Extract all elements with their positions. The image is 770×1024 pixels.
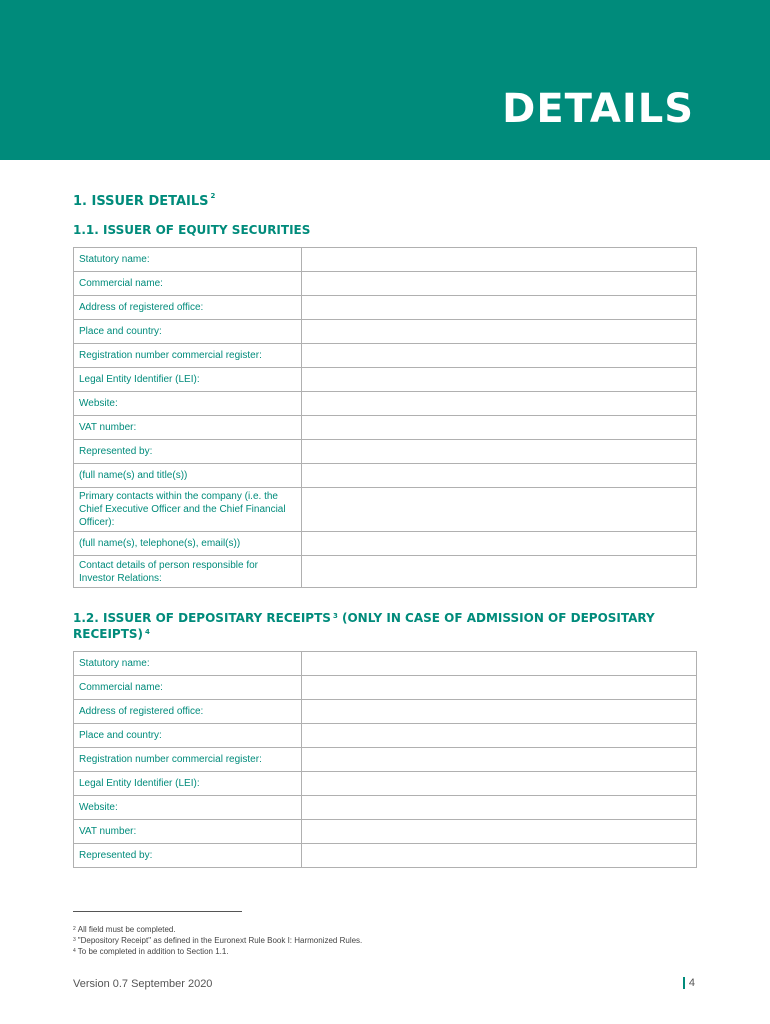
field-input[interactable] bbox=[301, 748, 696, 772]
table-row bbox=[74, 652, 697, 676]
field-label: Contact details of person responsible for Investor Relations: bbox=[74, 556, 302, 588]
field-input[interactable] bbox=[301, 272, 696, 296]
header-banner bbox=[0, 0, 770, 160]
table-row bbox=[74, 700, 697, 724]
field-label: Website: bbox=[74, 392, 302, 416]
table-row bbox=[74, 392, 697, 416]
field-label: VAT number: bbox=[74, 820, 302, 844]
subsection-heading-equity: 1.1. ISSUER OF EQUITY SECURITIES bbox=[73, 223, 311, 237]
table-row bbox=[74, 248, 697, 272]
footnote-ref: 2 bbox=[210, 192, 216, 200]
table-row bbox=[74, 344, 697, 368]
table-row bbox=[74, 772, 697, 796]
table-row bbox=[74, 676, 697, 700]
table-row bbox=[74, 748, 697, 772]
page-number-text: 4 bbox=[688, 977, 695, 989]
field-input[interactable] bbox=[301, 724, 696, 748]
table-row bbox=[74, 368, 697, 392]
field-label: Website: bbox=[74, 796, 302, 820]
subsection-heading-depositary bbox=[73, 610, 693, 642]
equity-issuer-table bbox=[73, 247, 697, 588]
footnote-text: To be completed in addition to Section 1.1. bbox=[77, 947, 229, 956]
table-row bbox=[74, 464, 697, 488]
field-input[interactable] bbox=[301, 296, 696, 320]
field-label: Address of registered office: bbox=[74, 296, 302, 320]
field-label: Address of registered office: bbox=[74, 700, 302, 724]
field-input[interactable] bbox=[301, 416, 696, 440]
field-label: Legal Entity Identifier (LEI): bbox=[74, 772, 302, 796]
field-input[interactable] bbox=[301, 676, 696, 700]
field-label: Commercial name: bbox=[74, 676, 302, 700]
footnote-number: 2 bbox=[73, 926, 76, 932]
table-row bbox=[74, 416, 697, 440]
table-row bbox=[74, 440, 697, 464]
field-label: (full name(s) and title(s)) bbox=[74, 464, 302, 488]
table-row bbox=[74, 820, 697, 844]
footnote-item bbox=[73, 935, 362, 946]
subsection-heading-text: 1.2. ISSUER OF DEPOSITARY RECEIPTS bbox=[73, 611, 331, 625]
page-title: DETAILS bbox=[502, 86, 694, 132]
field-label: Legal Entity Identifier (LEI): bbox=[74, 368, 302, 392]
section-heading-text: 1. ISSUER DETAILS bbox=[73, 194, 209, 209]
field-label: (full name(s), telephone(s), email(s)) bbox=[74, 532, 302, 556]
field-label: Primary contacts within the company (i.e. the Chief Executive Officer and the Chief Financial Officer): bbox=[74, 488, 302, 532]
field-input[interactable] bbox=[301, 796, 696, 820]
footnote-item bbox=[73, 924, 362, 935]
field-label: Registration number commercial register: bbox=[74, 344, 302, 368]
field-input[interactable] bbox=[301, 488, 696, 532]
footnote-text: All field must be completed. bbox=[77, 925, 176, 934]
footnotes bbox=[73, 924, 362, 957]
field-label: Registration number commercial register: bbox=[74, 748, 302, 772]
field-input[interactable] bbox=[301, 652, 696, 676]
field-label: Statutory name: bbox=[74, 248, 302, 272]
version-label: Version 0.7 September 2020 bbox=[73, 978, 213, 990]
field-input[interactable] bbox=[301, 320, 696, 344]
page-number bbox=[683, 977, 695, 989]
page-marker-bar bbox=[683, 977, 685, 989]
table-row bbox=[74, 320, 697, 344]
field-input[interactable] bbox=[301, 440, 696, 464]
subsection-heading-text-continued: (ONLY IN CASE OF ADMISSION OF DEPOSITARY RECEIPTS) bbox=[73, 611, 655, 641]
table-row bbox=[74, 532, 697, 556]
table-row bbox=[74, 272, 697, 296]
table-row bbox=[74, 796, 697, 820]
table-row bbox=[74, 844, 697, 868]
depositary-issuer-table bbox=[73, 651, 697, 868]
field-input[interactable] bbox=[301, 700, 696, 724]
field-label: Represented by: bbox=[74, 440, 302, 464]
field-input[interactable] bbox=[301, 532, 696, 556]
field-input[interactable] bbox=[301, 392, 696, 416]
field-input[interactable] bbox=[301, 844, 696, 868]
section-heading-issuer-details bbox=[73, 194, 215, 209]
table-row bbox=[74, 556, 697, 588]
footnote-number: 4 bbox=[73, 948, 76, 954]
table-row bbox=[74, 296, 697, 320]
field-label: Commercial name: bbox=[74, 272, 302, 296]
field-label: Statutory name: bbox=[74, 652, 302, 676]
footnote-divider bbox=[73, 911, 242, 912]
table-row bbox=[74, 724, 697, 748]
field-input[interactable] bbox=[301, 368, 696, 392]
field-input[interactable] bbox=[301, 772, 696, 796]
table-row bbox=[74, 488, 697, 532]
footnote-ref: 4 bbox=[145, 628, 150, 636]
field-label: Place and country: bbox=[74, 320, 302, 344]
field-label: Place and country: bbox=[74, 724, 302, 748]
footnote-text: "Depository Receipt" as defined in the Euronext Rule Book I: Harmonized Rules. bbox=[77, 936, 363, 945]
field-label: VAT number: bbox=[74, 416, 302, 440]
field-label: Represented by: bbox=[74, 844, 302, 868]
field-input[interactable] bbox=[301, 248, 696, 272]
field-input[interactable] bbox=[301, 556, 696, 588]
field-input[interactable] bbox=[301, 820, 696, 844]
footnote-number: 3 bbox=[73, 937, 76, 943]
footnote-item bbox=[73, 946, 362, 957]
field-input[interactable] bbox=[301, 464, 696, 488]
field-input[interactable] bbox=[301, 344, 696, 368]
footnote-ref: 3 bbox=[332, 612, 338, 620]
